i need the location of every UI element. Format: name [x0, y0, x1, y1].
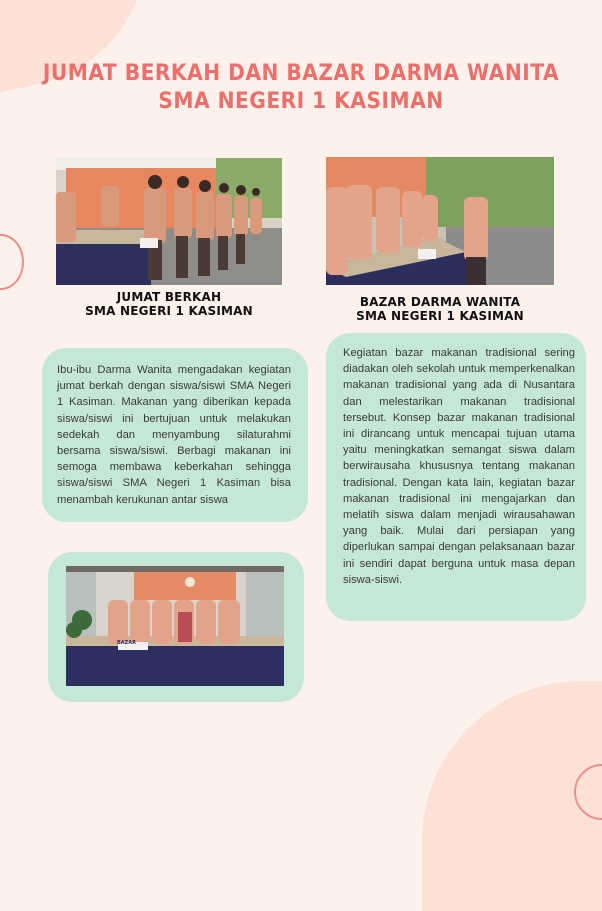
- caption-jumat-berkah-line2: SMA NEGERI 1 KASIMAN: [85, 304, 253, 318]
- photo-bazar-darma-wanita: [326, 157, 554, 285]
- caption-jumat-berkah: [56, 290, 282, 318]
- caption-bazar-line1: BAZAR DARMA WANITA: [359, 295, 521, 309]
- paragraph-jumat-berkah: Ibu-ibu Darma Wanita mengadakan kegiatan jumat berkah dengan siswa/siswi SMA Negeri 1 Kasiman. Makanan yang diberikan kepada siswa/siswi ini bertujuan untuk melakukan sedekah dan menyambung silaturahmi bersama siswa/siswi. Berbagi makanan ini semoga membawa keberkahan sehingga siswa/siswi SMA Negeri 1 Kasiman bisa menambah kerukunan antar siswa: [57, 364, 291, 506]
- decor-blob-top-left: [0, 0, 173, 101]
- caption-bazar: [326, 295, 554, 323]
- photo-group-bazar: [66, 566, 284, 686]
- caption-bazar-line2: SMA NEGERI 1 KASIMAN: [356, 309, 524, 323]
- page-title-line1: JUMAT BERKAH DAN BAZAR DARMA WANITA: [42, 61, 560, 86]
- bazar-sign-label: BAZAR: [117, 640, 137, 646]
- decor-ring-left: [0, 234, 24, 290]
- caption-jumat-berkah-line1: JUMAT BERKAH: [116, 290, 222, 304]
- paragraph-bazar: Kegiatan bazar makanan tradisional sering diadakan oleh sekolah untuk memperkenalkan makanan tradisional yang ada di Nusantara dan melestarikan makanan tradisional tersebut. Konsep bazar makanan tradisional ini dirancang untuk mencapai tujuan utama yaitu meningkatkan semangat siswa dalam berwirausaha khususnya tentang makanan tradisional. Dengan kata lain, kegiatan bazar makanan tradisional ini mengajarkan dan melatih siswa dalam menjadi wirausahawan yang baik. Mulai dari persiapan yang diperlukan sampai dengan pelaksanaan bazar ini sendiri dapat berguna untuk masa depan siswa-siswi.: [343, 347, 575, 586]
- page-title-line2: SMA NEGERI 1 KASIMAN: [158, 89, 444, 114]
- photo-jumat-berkah: [56, 158, 282, 285]
